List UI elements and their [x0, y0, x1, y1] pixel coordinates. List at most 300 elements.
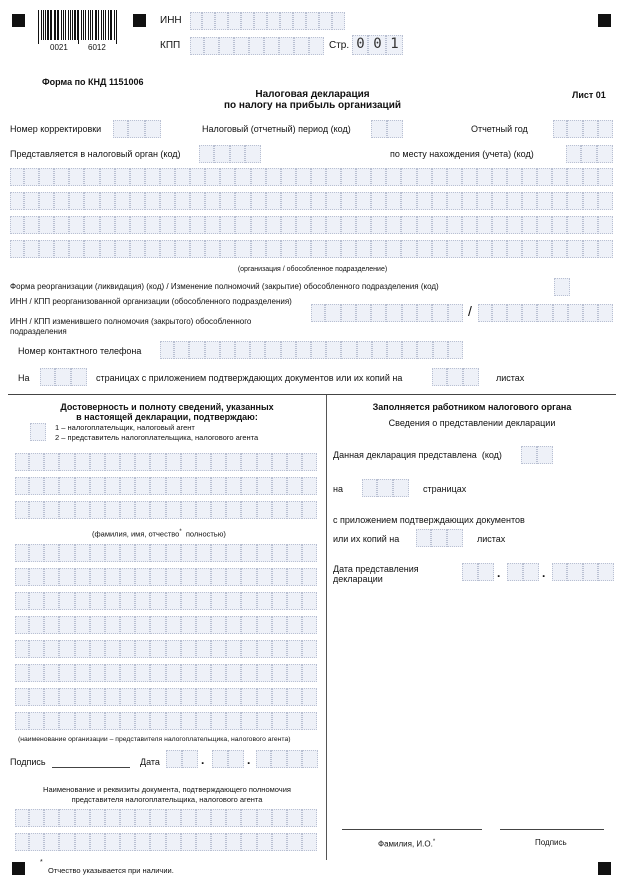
char-cell[interactable] [567, 120, 582, 138]
char-cell[interactable] [220, 341, 235, 359]
char-cell[interactable] [105, 664, 120, 682]
char-cell[interactable] [113, 120, 128, 138]
char-cell[interactable] [211, 664, 226, 682]
char-cell[interactable] [226, 664, 241, 682]
char-cell[interactable] [90, 833, 105, 851]
char-cell[interactable] [205, 168, 220, 186]
char-cell[interactable] [447, 216, 462, 234]
char-cell[interactable] [90, 640, 105, 658]
char-cell[interactable] [287, 616, 302, 634]
char-cell[interactable] [181, 501, 196, 519]
rep-org-row-7[interactable] [15, 688, 317, 706]
char-cell[interactable] [166, 592, 181, 610]
char-cell[interactable] [166, 616, 181, 634]
char-cell[interactable] [567, 192, 582, 210]
char-cell[interactable] [175, 240, 190, 258]
char-cell[interactable] [105, 453, 120, 471]
char-cell[interactable] [120, 544, 135, 562]
char-cell[interactable] [241, 688, 256, 706]
char-cell[interactable] [287, 640, 302, 658]
rep-org-row-1[interactable] [15, 544, 317, 562]
char-cell[interactable] [372, 341, 387, 359]
char-cell[interactable] [356, 168, 371, 186]
char-cell[interactable] [10, 192, 24, 210]
char-cell[interactable] [267, 12, 280, 30]
char-cell[interactable] [44, 833, 59, 851]
char-cell[interactable] [537, 168, 552, 186]
char-cell[interactable] [120, 616, 135, 634]
char-cell[interactable] [196, 833, 211, 851]
char-cell[interactable] [190, 216, 205, 234]
char-cell[interactable] [235, 240, 250, 258]
char-cell[interactable] [417, 304, 432, 322]
char-cell[interactable] [90, 477, 105, 495]
char-cell[interactable] [205, 341, 220, 359]
char-cell[interactable] [15, 501, 29, 519]
char-cell[interactable] [272, 477, 287, 495]
char-cell[interactable] [105, 688, 120, 706]
char-cell[interactable] [432, 192, 447, 210]
char-cell[interactable] [166, 640, 181, 658]
char-cell[interactable] [226, 453, 241, 471]
char-cell[interactable] [326, 216, 341, 234]
char-cell[interactable] [29, 453, 44, 471]
char-cell[interactable] [145, 120, 161, 138]
char-cell[interactable] [417, 240, 432, 258]
char-cell[interactable] [552, 192, 567, 210]
char-cell[interactable] [598, 304, 613, 322]
rep-org-row-2[interactable] [15, 568, 317, 586]
char-cell[interactable] [59, 592, 74, 610]
char-cell[interactable] [507, 192, 522, 210]
char-cell[interactable] [135, 640, 150, 658]
char-cell[interactable] [181, 453, 196, 471]
char-cell[interactable] [311, 341, 326, 359]
char-cell[interactable] [241, 616, 256, 634]
char-cell[interactable] [196, 712, 211, 730]
char-cell[interactable] [211, 592, 226, 610]
char-cell[interactable] [492, 240, 507, 258]
char-cell[interactable] [537, 192, 552, 210]
char-cell[interactable] [311, 304, 325, 322]
char-cell[interactable] [598, 240, 613, 258]
char-cell[interactable] [583, 240, 598, 258]
char-cell[interactable] [281, 341, 296, 359]
char-cell[interactable] [181, 592, 196, 610]
char-cell[interactable] [75, 568, 90, 586]
char-cell[interactable] [272, 616, 287, 634]
char-cell[interactable] [492, 304, 507, 322]
char-cell[interactable] [135, 453, 150, 471]
char-cell[interactable] [393, 479, 409, 497]
char-cell[interactable] [306, 12, 319, 30]
char-cell[interactable] [507, 168, 522, 186]
char-cell[interactable] [402, 304, 417, 322]
rep-org-row-5[interactable] [15, 640, 317, 658]
char-cell[interactable] [54, 168, 69, 186]
char-cell[interactable] [266, 192, 281, 210]
char-cell[interactable] [24, 216, 39, 234]
char-cell[interactable] [257, 616, 272, 634]
char-cell[interactable] [401, 168, 416, 186]
tax-authority-field[interactable] [199, 145, 261, 163]
char-cell[interactable] [583, 168, 598, 186]
char-cell[interactable] [135, 568, 150, 586]
char-cell[interactable] [135, 688, 150, 706]
sheets-count-right[interactable] [416, 529, 463, 547]
sign-date-year[interactable] [256, 750, 318, 768]
rep-org-row-8[interactable] [15, 712, 317, 730]
char-cell[interactable] [150, 592, 165, 610]
char-cell[interactable] [341, 192, 356, 210]
char-cell[interactable] [226, 592, 241, 610]
char-cell[interactable] [235, 341, 250, 359]
char-cell[interactable] [75, 501, 90, 519]
char-cell[interactable] [567, 216, 582, 234]
char-cell[interactable] [523, 563, 540, 581]
char-cell[interactable] [417, 168, 432, 186]
char-cell[interactable] [326, 240, 341, 258]
char-cell[interactable] [130, 240, 145, 258]
char-cell[interactable] [69, 192, 84, 210]
char-cell[interactable] [462, 216, 477, 234]
char-cell[interactable] [115, 192, 130, 210]
char-cell[interactable] [120, 477, 135, 495]
char-cell[interactable] [105, 477, 120, 495]
char-cell[interactable] [272, 833, 287, 851]
char-cell[interactable] [356, 216, 371, 234]
char-cell[interactable] [522, 168, 537, 186]
char-cell[interactable] [521, 446, 537, 464]
reorg-form-field[interactable] [554, 278, 570, 296]
char-cell[interactable] [583, 192, 598, 210]
fio-row-3[interactable] [15, 501, 317, 519]
char-cell[interactable] [135, 501, 150, 519]
char-cell[interactable] [160, 240, 175, 258]
char-cell[interactable] [257, 453, 272, 471]
char-cell[interactable] [135, 477, 150, 495]
char-cell[interactable] [196, 688, 211, 706]
char-cell[interactable] [205, 240, 220, 258]
char-cell[interactable] [402, 341, 417, 359]
char-cell[interactable] [507, 216, 522, 234]
char-cell[interactable] [15, 477, 29, 495]
char-cell[interactable] [196, 568, 211, 586]
char-cell[interactable] [266, 168, 281, 186]
char-cell[interactable] [75, 688, 90, 706]
char-cell[interactable] [598, 563, 614, 581]
char-cell[interactable] [417, 341, 432, 359]
char-cell[interactable] [431, 529, 447, 547]
char-cell[interactable] [371, 216, 386, 234]
char-cell[interactable] [10, 216, 24, 234]
char-cell[interactable] [211, 712, 226, 730]
char-cell[interactable] [190, 37, 204, 55]
char-cell[interactable] [294, 37, 309, 55]
inn-field[interactable] [190, 12, 345, 30]
char-cell[interactable] [160, 216, 175, 234]
char-cell[interactable] [145, 240, 160, 258]
char-cell[interactable] [160, 192, 175, 210]
char-cell[interactable] [553, 304, 568, 322]
char-cell[interactable] [432, 304, 447, 322]
char-cell[interactable] [29, 477, 44, 495]
char-cell[interactable] [44, 477, 59, 495]
char-cell[interactable] [196, 544, 211, 562]
char-cell[interactable] [181, 568, 196, 586]
char-cell[interactable] [30, 423, 46, 441]
char-cell[interactable] [432, 368, 447, 386]
char-cell[interactable] [447, 192, 462, 210]
char-cell[interactable] [462, 240, 477, 258]
char-cell[interactable] [115, 240, 130, 258]
char-cell[interactable] [272, 688, 287, 706]
char-cell[interactable] [181, 477, 196, 495]
char-cell[interactable] [166, 833, 181, 851]
char-cell[interactable] [90, 712, 105, 730]
char-cell[interactable] [598, 120, 613, 138]
char-cell[interactable] [196, 501, 211, 519]
char-cell[interactable] [302, 833, 317, 851]
char-cell[interactable] [135, 712, 150, 730]
char-cell[interactable] [130, 216, 145, 234]
char-cell[interactable] [29, 544, 44, 562]
char-cell[interactable] [287, 592, 302, 610]
char-cell[interactable] [401, 216, 416, 234]
char-cell[interactable] [257, 477, 272, 495]
char-cell[interactable] [84, 192, 99, 210]
char-cell[interactable] [341, 341, 356, 359]
char-cell[interactable] [39, 240, 54, 258]
char-cell[interactable] [54, 240, 69, 258]
char-cell[interactable] [166, 477, 181, 495]
char-cell[interactable] [24, 168, 39, 186]
char-cell[interactable] [84, 240, 99, 258]
char-cell[interactable] [44, 501, 59, 519]
char-cell[interactable] [522, 192, 537, 210]
char-cell[interactable] [44, 453, 59, 471]
char-cell[interactable] [234, 37, 249, 55]
char-cell[interactable] [59, 640, 74, 658]
char-cell[interactable] [226, 544, 241, 562]
char-cell[interactable] [272, 501, 287, 519]
char-cell[interactable] [432, 216, 447, 234]
char-cell[interactable] [302, 568, 317, 586]
char-cell[interactable] [166, 809, 181, 827]
char-cell[interactable] [448, 304, 463, 322]
char-cell[interactable] [257, 640, 272, 658]
char-cell[interactable] [492, 168, 507, 186]
submit-date-day[interactable] [462, 563, 494, 581]
kpp-field[interactable] [190, 37, 324, 55]
char-cell[interactable] [302, 501, 317, 519]
char-cell[interactable] [59, 664, 74, 682]
char-cell[interactable] [84, 168, 99, 186]
char-cell[interactable] [371, 168, 386, 186]
reorg-kpp-field[interactable] [478, 304, 613, 322]
char-cell[interactable] [214, 145, 230, 163]
char-cell[interactable] [15, 453, 29, 471]
char-cell[interactable] [166, 568, 181, 586]
char-cell[interactable] [90, 592, 105, 610]
char-cell[interactable] [250, 341, 265, 359]
reorg-inn-field[interactable] [311, 304, 463, 322]
char-cell[interactable] [166, 750, 182, 768]
char-cell[interactable] [477, 216, 492, 234]
char-cell[interactable] [598, 168, 613, 186]
char-cell[interactable] [226, 833, 241, 851]
char-cell[interactable] [257, 688, 272, 706]
char-cell[interactable] [522, 304, 537, 322]
char-cell[interactable] [583, 563, 599, 581]
char-cell[interactable] [257, 809, 272, 827]
char-cell[interactable] [257, 568, 272, 586]
char-cell[interactable] [54, 216, 69, 234]
char-cell[interactable] [205, 192, 220, 210]
char-cell[interactable] [181, 664, 196, 682]
char-cell[interactable] [241, 664, 256, 682]
char-cell[interactable] [386, 240, 401, 258]
char-cell[interactable] [204, 37, 219, 55]
char-cell[interactable] [447, 240, 462, 258]
char-cell[interactable] [241, 640, 256, 658]
char-cell[interactable] [75, 664, 90, 682]
char-cell[interactable] [272, 568, 287, 586]
char-cell[interactable] [279, 37, 294, 55]
char-cell[interactable] [386, 168, 401, 186]
char-cell[interactable] [566, 145, 581, 163]
char-cell[interactable] [433, 341, 448, 359]
char-cell[interactable] [160, 341, 174, 359]
char-cell[interactable] [567, 563, 583, 581]
char-cell[interactable] [59, 544, 74, 562]
char-cell[interactable] [401, 240, 416, 258]
char-cell[interactable] [75, 640, 90, 658]
char-cell[interactable] [135, 616, 150, 634]
char-cell[interactable] [166, 688, 181, 706]
char-cell[interactable] [196, 616, 211, 634]
char-cell[interactable] [181, 688, 196, 706]
char-cell[interactable] [59, 477, 74, 495]
char-cell[interactable] [341, 168, 356, 186]
char-cell[interactable] [29, 809, 44, 827]
char-cell[interactable] [29, 640, 44, 658]
char-cell[interactable] [356, 192, 371, 210]
char-cell[interactable] [552, 240, 567, 258]
char-cell[interactable] [150, 616, 165, 634]
char-cell[interactable] [287, 688, 302, 706]
char-cell[interactable] [245, 145, 261, 163]
char-cell[interactable] [84, 216, 99, 234]
char-cell[interactable] [105, 809, 120, 827]
char-cell[interactable] [302, 592, 317, 610]
char-cell[interactable] [302, 640, 317, 658]
char-cell[interactable] [120, 501, 135, 519]
char-cell[interactable] [196, 453, 211, 471]
char-cell[interactable] [150, 544, 165, 562]
char-cell[interactable] [15, 640, 29, 658]
char-cell[interactable] [10, 240, 24, 258]
char-cell[interactable] [105, 592, 120, 610]
char-cell[interactable] [211, 477, 226, 495]
char-cell[interactable] [241, 453, 256, 471]
char-cell[interactable] [15, 712, 29, 730]
char-cell[interactable] [145, 192, 160, 210]
rep-org-row-4[interactable] [15, 616, 317, 634]
char-cell[interactable] [287, 453, 302, 471]
char-cell[interactable] [272, 544, 287, 562]
char-cell[interactable] [241, 568, 256, 586]
char-cell[interactable] [29, 501, 44, 519]
char-cell[interactable] [128, 120, 144, 138]
char-cell[interactable] [302, 616, 317, 634]
char-cell[interactable] [417, 216, 432, 234]
char-cell[interactable] [120, 712, 135, 730]
char-cell[interactable] [15, 833, 29, 851]
char-cell[interactable] [241, 592, 256, 610]
char-cell[interactable] [311, 240, 326, 258]
char-cell[interactable] [478, 304, 492, 322]
officer-fio-line[interactable] [342, 829, 482, 830]
char-cell[interactable] [302, 750, 318, 768]
char-cell[interactable] [296, 341, 311, 359]
char-cell[interactable] [257, 501, 272, 519]
char-cell[interactable] [254, 12, 267, 30]
char-cell[interactable] [135, 809, 150, 827]
char-cell[interactable] [522, 216, 537, 234]
char-cell[interactable] [302, 712, 317, 730]
char-cell[interactable] [166, 664, 181, 682]
char-cell[interactable] [226, 688, 241, 706]
org-name-row-2[interactable] [10, 192, 613, 210]
char-cell[interactable] [447, 529, 463, 547]
reporting-year-field[interactable] [553, 120, 613, 138]
char-cell[interactable] [135, 664, 150, 682]
char-cell[interactable] [150, 688, 165, 706]
fio-row-2[interactable] [15, 477, 317, 495]
char-cell[interactable] [105, 833, 120, 851]
char-cell[interactable] [59, 568, 74, 586]
char-cell[interactable] [371, 192, 386, 210]
char-cell[interactable] [281, 192, 296, 210]
char-cell[interactable] [166, 501, 181, 519]
char-cell[interactable] [598, 216, 613, 234]
char-cell[interactable] [230, 145, 246, 163]
char-cell[interactable] [59, 616, 74, 634]
char-cell[interactable] [29, 568, 44, 586]
char-cell[interactable] [190, 192, 205, 210]
char-cell[interactable] [326, 341, 341, 359]
char-cell[interactable] [226, 477, 241, 495]
sign-date-month[interactable] [212, 750, 244, 768]
char-cell[interactable] [272, 640, 287, 658]
char-cell[interactable] [257, 544, 272, 562]
char-cell[interactable] [478, 563, 495, 581]
char-cell[interactable] [241, 477, 256, 495]
char-cell[interactable] [341, 240, 356, 258]
char-cell[interactable] [211, 453, 226, 471]
char-cell[interactable] [462, 168, 477, 186]
char-cell[interactable] [220, 216, 235, 234]
rep-org-row-6[interactable] [15, 664, 317, 682]
char-cell[interactable] [226, 501, 241, 519]
char-cell[interactable] [69, 168, 84, 186]
char-cell[interactable] [371, 304, 386, 322]
char-cell[interactable] [175, 216, 190, 234]
char-cell[interactable] [266, 216, 281, 234]
char-cell[interactable] [537, 446, 554, 464]
char-cell[interactable] [287, 477, 302, 495]
